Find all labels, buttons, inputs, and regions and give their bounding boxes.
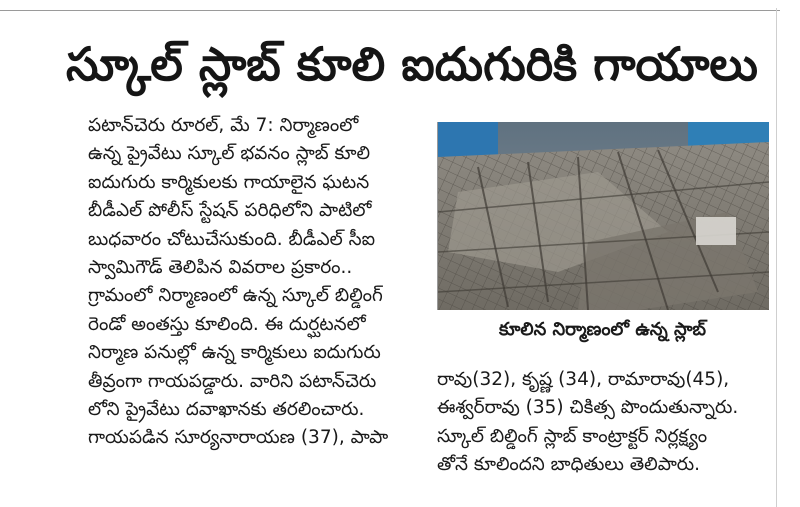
photo-caption-box [437, 310, 768, 352]
article-line: స్వామిగౌడ్ తెలిపిన వివరాల ప్రకారం.. [88, 257, 353, 279]
article-line: గాయపడిన సూర్యనారాయణ (37), పాపా [88, 427, 389, 449]
article-line: బుధవారం చోటుచేసుకుంది. బీడీఎల్ సీఐ [88, 228, 376, 250]
article-line: గ్రామంలో నిర్మాణంలో ఉన్న స్కూల్ బిల్డింగ్ [88, 285, 383, 307]
article-line: రావు(32), కృష్ణ (34), రామారావు(45), [437, 369, 730, 390]
article-line: తోనే కూలిందని బాధితులు తెలిపారు. [437, 454, 701, 476]
article-line: ఉన్న ప్రైవేటు స్కూల్ భవనం స్లాబ్ కూలి [88, 143, 371, 165]
collapsed-slab-photo [437, 122, 769, 310]
headline: స్కూల్ స్లాబ్ కూలి ఐదుగురికి గాయాలు [66, 37, 758, 91]
article-line: ఐదుగురు కార్మికులకు గాయాలైన ఘటన [88, 171, 370, 193]
article-line: నిర్మాణ పనుల్లో ఉన్న కార్మికులు ఐదుగురు [88, 342, 381, 364]
top-rule [0, 10, 780, 11]
article-line: తీవ్రంగా గాయపడ్డారు. వారిని పటాన్‌చెరు [88, 370, 377, 392]
article-line: రెండో అంతస్తు కూలింది. ఈ దుర్ఘటనలో [88, 313, 366, 335]
article-line: లోని ప్రైవేటు దవాఖానకు తరలించారు. [88, 399, 365, 421]
article-line: బీడీఎల్ పోలీస్ స్టేషన్ పరిధిలోని పాటిలో [88, 200, 372, 222]
article-line: ఈశ్వర్‌రావు (35) చికిత్స పొందుతున్నారు. [437, 397, 739, 419]
photo-caption: కూలిన నిర్మాణంలో ఉన్న స్లాబ్ [498, 318, 707, 340]
article-left-column [88, 112, 418, 453]
article-line: స్కూల్ బిల్డింగ్ స్లాబ్ కాంట్రాక్టర్ నిర్లక్ష్యం [437, 425, 708, 447]
article-right-column [437, 366, 777, 480]
article-line: పటాన్‌చెరు రూరల్, మే 7: నిర్మాణంలో [88, 115, 359, 136]
